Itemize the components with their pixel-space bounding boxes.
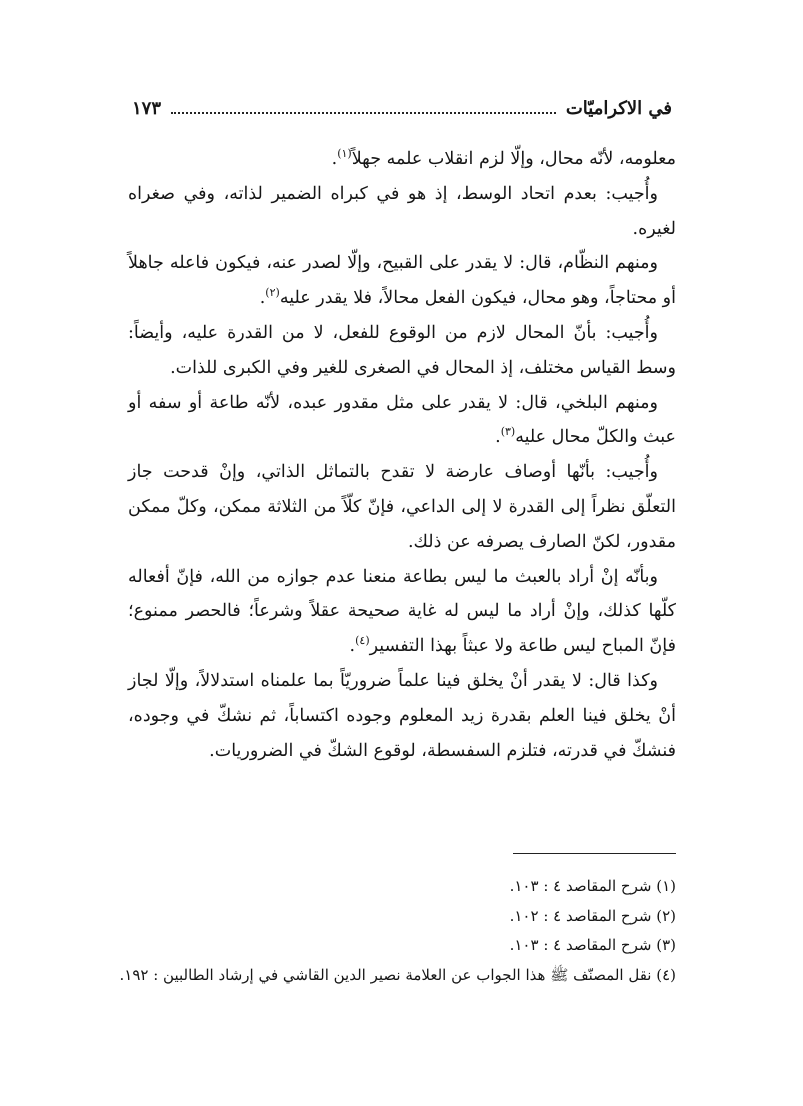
footnote: (٤) نقل المصنّف ﷺ هذا الجواب عن العلامة نصير الدين القاشي في إرشاد الطالبين : ١٩٢.	[119, 965, 676, 984]
running-header	[132, 98, 672, 128]
footnote: (١) شرح المقاصد ٤ : ١٠٣.	[509, 877, 676, 895]
paragraph: وأُجيب: بأنّها أوصاف عارضة لا تقدح بالتماثل الذاتي، وإنْ قدحت جاز التعلّق نظراً إلى القدرة لا إلى الداعي، فإنّ كلّاً من الثلاثة ممكن، وكلّ ممكن مقدور، لكنّ الصارف يصرفه عن ذلك.	[128, 462, 676, 552]
footnotes	[119, 872, 676, 990]
header-leader-dots	[171, 98, 556, 114]
paragraph: وأُجيب: بأنّ المحال لازم من الوقوع للفعل، لا من القدرة عليه، وأيضاً: وسط القياس مختلف، إذ المحال في الصغرى للغير وفي الكبرى للذات.	[128, 322, 676, 378]
paragraph: وبأنّه إنْ أراد بالعبث ما ليس بطاعة منعنا عدم جوازه من الله، فإنّ أفعاله كلّها كذلك، وإنْ أراد ما ليس له غاية صحيحة عقلاً وشرعاً؛ فالحصر ممنوع؛ فإنّ المباح ليس طاعة ولا عبثاً بهذا التفسير$^{(٤)}$.	[128, 566, 676, 657]
footnote: (٢) شرح المقاصد ٤ : ١٠٢.	[509, 906, 676, 925]
footnote: (٣) شرح المقاصد ٤ : ١٠٣.	[509, 936, 676, 954]
footnote-ref: (٤)	[355, 634, 370, 648]
footnote-ref: (٢)	[265, 286, 280, 300]
paragraph: معلومه، لأنّه محال، وإلّا لزم انقلاب علمه جهلاً$^{(١)}$.	[331, 147, 676, 169]
main-text	[128, 142, 676, 768]
paragraph: وأُجيب: بعدم اتحاد الوسط، إذ هو في كبراه الضمير لذاته، وفي صغراه لغيره.	[128, 183, 676, 239]
footnote-ref: (٣)	[500, 425, 516, 439]
footnote-ref: (١)	[337, 147, 352, 161]
chapter-title: في الاكراميّات	[565, 98, 672, 119]
footnote-divider	[513, 853, 676, 854]
paragraph: ومنهم النظّام، قال: لا يقدر على القبيح، وإلّا لصدر عنه، فيكون فاعله جاهلاً أو محتاجاً، وهو محال، فيكون الفعل محالاً، فلا يقدر عليه$^{(٢)}$.	[128, 253, 676, 309]
paragraph: ومنهم البلخي، قال: لا يقدر على مثل مقدور عبده، لأنّه طاعة أو سفه أو عبث والكلّ محال عليه$^{(٣)}$.	[128, 392, 676, 448]
paragraph: وكذا قال: لا يقدر أنْ يخلق فينا علماً ضروريّاً بما علمناه استدلالاً، وإلّا لجاز أنْ يخلق فينا العلم بقدرة زيد المعلوم وجوده اكتساباً، ثم نشكّ في وجوده، فنشكّ في قدرته، فتلزم السفسطة، لوقوع الشكّ في الضروريات.	[128, 670, 676, 761]
page-number: ١٧٣	[132, 98, 162, 119]
